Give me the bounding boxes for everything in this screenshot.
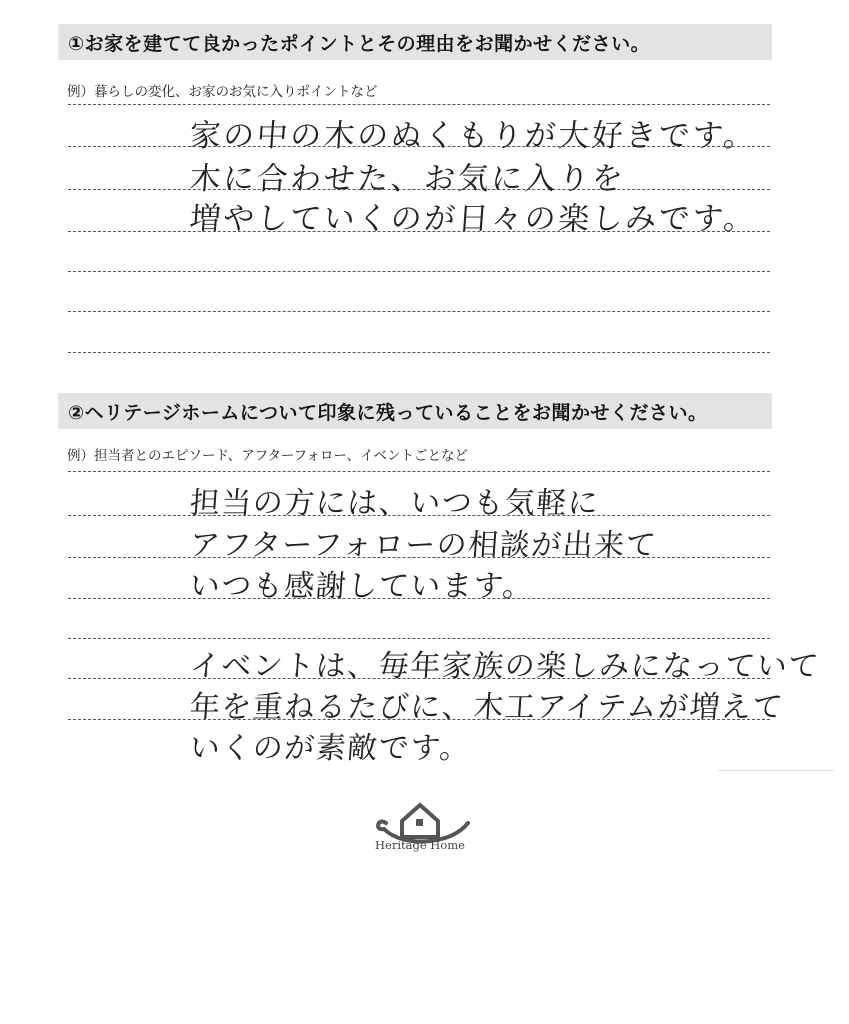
answer-2-line-2: アフターフォローの相談が出来て <box>188 528 659 563</box>
question-2-example: 例）担当者とのエピソード、アフターフォロー、イベントごとなど <box>67 448 468 464</box>
answer-2-line-5: 年を重ねるたびに、木工アイテムが増えて <box>188 690 786 725</box>
question-1-example: 例）暮らしの変化、お家のお気に入りポイントなど <box>67 84 378 100</box>
question-1-text: ①お家を建てて良かったポイントとその理由をお聞かせください。 <box>68 32 651 55</box>
question-2-text: ②ヘリテージホームについて印象に残っていることをお聞かせください。 <box>68 401 708 424</box>
answer-2-line-6: いくのが素敵です。 <box>188 731 473 766</box>
answer-1-line-3: 増やしていくのが日々の楽しみです。 <box>188 201 759 237</box>
answer-2-line-3: いつも感謝しています。 <box>188 569 536 604</box>
answer-1-line-1: 家の中の木のぬくもりが大好きです。 <box>188 118 759 154</box>
answer-rule <box>68 271 770 272</box>
answer-rule <box>68 638 770 639</box>
answer-rule <box>68 104 770 105</box>
answer-2-line-1: 担当の方には、いつも気軽に <box>188 486 601 521</box>
answer-2-line-4: イベントは、毎年家族の楽しみになっていて <box>188 649 821 684</box>
logo-text: Heritage Home <box>375 838 465 852</box>
answer-1-line-2: 木に合わせた、お気に入りを <box>188 161 627 197</box>
answer-rule <box>68 471 770 472</box>
scan-edge-line <box>718 770 834 771</box>
question-2-header <box>58 393 772 429</box>
answer-rule <box>68 352 770 353</box>
question-1-header <box>58 24 772 60</box>
answer-rule <box>68 311 770 312</box>
